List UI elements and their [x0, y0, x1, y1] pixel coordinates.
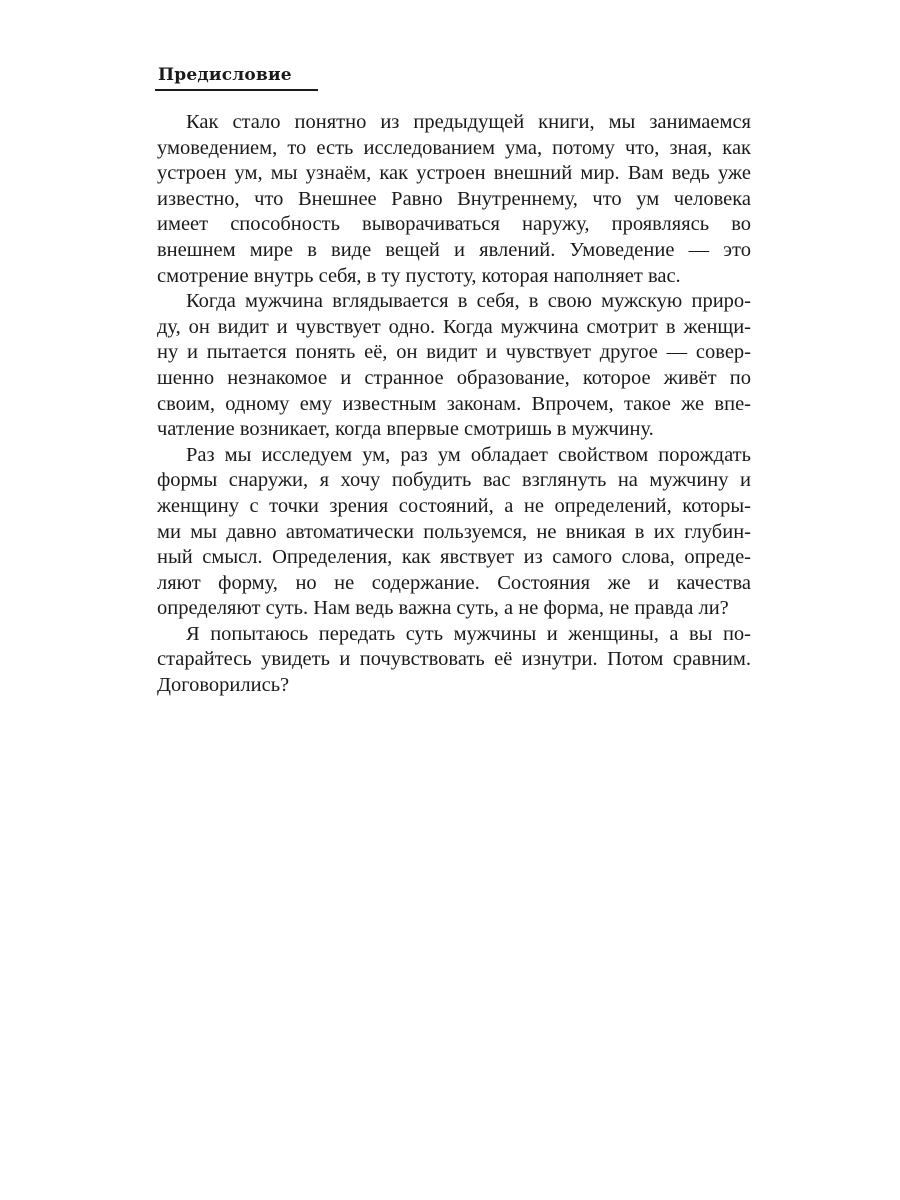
text-line: смотрение внутрь себя, в ту пустоту, которая наполняет вас. [157, 264, 681, 287]
text-line: старайтесь увидеть и почувствовать её изнутри. Потом сравним. [157, 648, 751, 671]
text-line: ду, он видит и чувствует одно. Когда мужчина смотрит в женщи- [157, 315, 751, 338]
text-line: чатление возникает, когда впервые смотришь в мужчину. [157, 418, 654, 441]
running-header [155, 64, 318, 91]
text-line: определяют суть. Нам ведь важна суть, а не форма, не правда ли? [157, 597, 729, 620]
header-rule [155, 89, 318, 91]
paragraph-3 [157, 443, 751, 622]
text-line: Я попытаюсь передать суть мужчины и женщины, а вы по- [186, 622, 751, 645]
text-line: Когда мужчина вглядывается в себя, в свою мужскую приро- [186, 290, 751, 313]
text-line: формы снаружи, я хочу побудить вас взглянуть на мужчину и [157, 469, 751, 492]
text-line: известно, что Внешнее Равно Внутреннему, что ум человека [157, 187, 751, 210]
text-line: устроен ум, мы узнаём, как устроен внешний мир. Вам ведь уже [157, 162, 751, 185]
paragraph-4 [157, 622, 751, 699]
text-line: умоведением, то есть исследованием ума, потому что, зная, как [157, 136, 751, 159]
text-line: женщину с точки зрения состояний, а не определений, которы- [157, 494, 751, 517]
text-line: Договорились? [157, 674, 290, 697]
text-line: ми мы давно автоматически пользуемся, не вникая в их глубин- [157, 520, 751, 543]
paragraph-1 [157, 110, 751, 289]
paragraph-2 [157, 289, 751, 443]
text-line: Как стало понятно из предыдущей книги, мы занимаемся [186, 111, 751, 133]
text-line: имеет способность выворачиваться наружу, проявляясь во [157, 213, 751, 236]
page-title: Предисловие [158, 65, 292, 85]
text-line: ну и пытается понять её, он видит и чувствует другое — совер- [157, 341, 751, 364]
text-line: ляют форму, но не содержание. Состояния же и качества [157, 571, 751, 594]
text-line: шенно незнакомое и странное образование, которое живёт по [157, 366, 751, 389]
text-line: Раз мы исследуем ум, раз ум обладает свойством порождать [186, 443, 751, 466]
text-line: внешнем мире в виде вещей и явлений. Умоведение — это [157, 238, 751, 261]
text-line: ный смысл. Определения, как явствует из самого слова, опреде- [157, 546, 751, 569]
text-line: своим, одному ему известным законам. Впрочем, такое же впе- [157, 392, 751, 415]
body-text [157, 110, 751, 699]
